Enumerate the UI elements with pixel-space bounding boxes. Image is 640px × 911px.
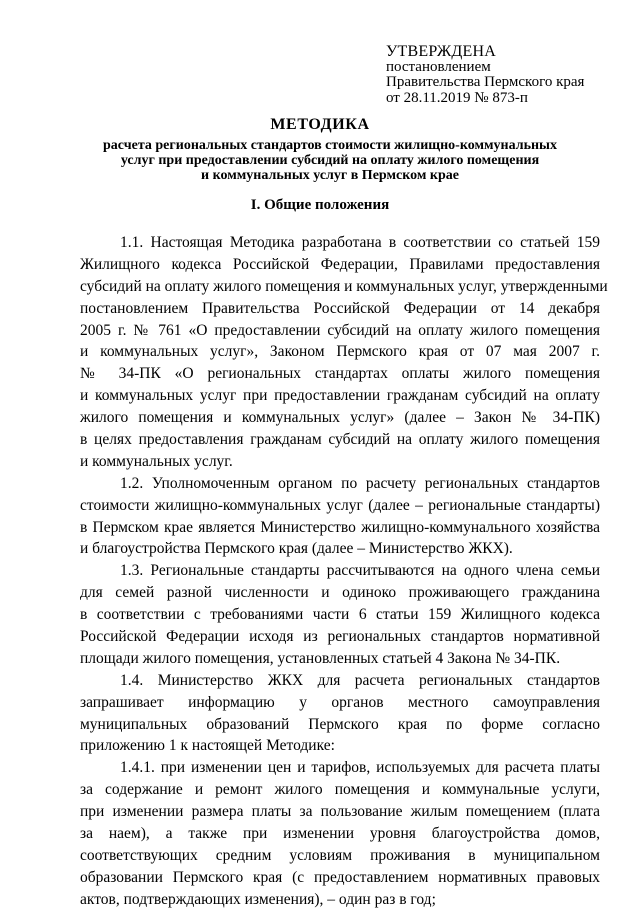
paragraph-line: за наем), а также при изменении уровня благоустройства домов, xyxy=(80,825,600,843)
paragraph-p1-1 xyxy=(80,232,608,473)
paragraph-line: 1.3. Региональные стандарты рассчитываются на одного члена семьи xyxy=(120,562,600,580)
approval-stamp xyxy=(386,44,626,106)
paragraph-line: жилого помещения и коммунальных услуг» (далее – Закон № 34-ПК) xyxy=(80,409,600,427)
paragraph-line: образовании Пермского края (с предоставлением нормативных правовых xyxy=(80,868,600,886)
paragraph-p1-3 xyxy=(80,560,600,669)
paragraph-line: площади жилого помещения, установленных статьей 4 Закона № 34-ПК. xyxy=(80,649,561,667)
paragraph-line: и коммунальных услуг», Законом Пермского края от 07 мая 2007 г. xyxy=(80,343,600,361)
paragraph-line: стоимости жилищно-коммунальных услуг (далее – региональные стандарты) xyxy=(80,496,600,514)
paragraph-line: и коммунальных услуг при предоставлении гражданам субсидий на оплату xyxy=(80,387,600,405)
paragraph-line: в соответствии с требованиями части 6 статьи 159 Жилищного кодекса xyxy=(80,606,600,624)
paragraph-p1-2 xyxy=(80,473,600,561)
subtitle-line: и коммунальных услуг в Пермском крае xyxy=(201,168,459,183)
paragraph-line: Жилищного кодекса Российской Федерации, Правилами предоставления xyxy=(80,255,600,273)
paragraph-line: приложению 1 к настоящей Методике: xyxy=(80,737,335,755)
subtitle-line: услуг при предоставлении субсидий на оплату жилого помещения xyxy=(120,153,540,168)
paragraph-line: за содержание и ремонт жилого помещения и коммунальные услуги, xyxy=(80,781,600,799)
approval-line-2: Правительства Пермского края xyxy=(386,74,585,90)
paragraph-line: субсидий на оплату жилого помещения и коммунальных услуг, утвержденными xyxy=(80,277,608,295)
paragraph-line: 1.4.1. при изменении цен и тарифов, используемых для расчета платы xyxy=(120,759,600,777)
paragraph-line: при изменении размера платы за пользование жилым помещением (плата xyxy=(80,803,600,821)
paragraph-line: муниципальных образований Пермского края по форме согласно xyxy=(80,715,600,733)
approval-line-3: от 28.11.2019 № 873-п xyxy=(386,89,528,106)
paragraph-line: 2005 г. № 761 «О предоставлении субсидий на оплату жилого помещения xyxy=(80,321,600,339)
paragraph-line: для семей разной численности и одиноко проживающего гражданина xyxy=(80,584,600,602)
document-body xyxy=(80,232,608,911)
paragraph-line: постановлением Правительства Российской Федерации от 14 декабря xyxy=(80,299,600,317)
document-title: МЕТОДИКА xyxy=(270,116,370,133)
document-subtitle xyxy=(60,138,600,183)
paragraph-line: запрашивает информацию у органов местного самоуправления xyxy=(80,693,600,711)
paragraph-p1-4-1 xyxy=(80,757,600,910)
paragraph-line: соответствующих средним условиям проживания в муниципальном xyxy=(80,846,600,864)
paragraph-line: и благоустройства Пермского края (далее – Министерство ЖКХ). xyxy=(80,540,513,558)
paragraph-line: 1.1. Настоящая Методика разработана в соответствии со статьей 159 xyxy=(120,234,600,251)
paragraph-line: актов, подтверждающих изменения), – один раз в год; xyxy=(80,890,436,908)
paragraph-line: в Пермском крае является Министерство жилищно-коммунального хозяйства xyxy=(80,518,600,536)
paragraph-line: 1.4. Министерство ЖКХ для расчета региональных стандартов xyxy=(120,671,600,689)
approval-heading: УТВЕРЖДЕНА xyxy=(386,43,497,60)
paragraph-line: 1.2. Уполномоченным органом по расчету региональных стандартов xyxy=(120,474,600,492)
paragraph-line: № 34-ПК «О региональных стандартах оплаты жилого помещения xyxy=(80,365,600,383)
paragraph-line: Российской Федерации исходя из региональных стандартов нормативной xyxy=(80,628,600,646)
subtitle-line: расчета региональных стандартов стоимости жилищно-коммунальных xyxy=(103,138,557,153)
section-heading: I. Общие положения xyxy=(250,197,390,213)
approval-line-1: постановлением xyxy=(386,58,491,75)
paragraph-p1-4 xyxy=(80,670,600,758)
paragraph-line: и коммунальных услуг. xyxy=(80,452,233,470)
paragraph-line: в целях предоставления гражданам субсидий на оплату жилого помещения xyxy=(80,431,600,449)
